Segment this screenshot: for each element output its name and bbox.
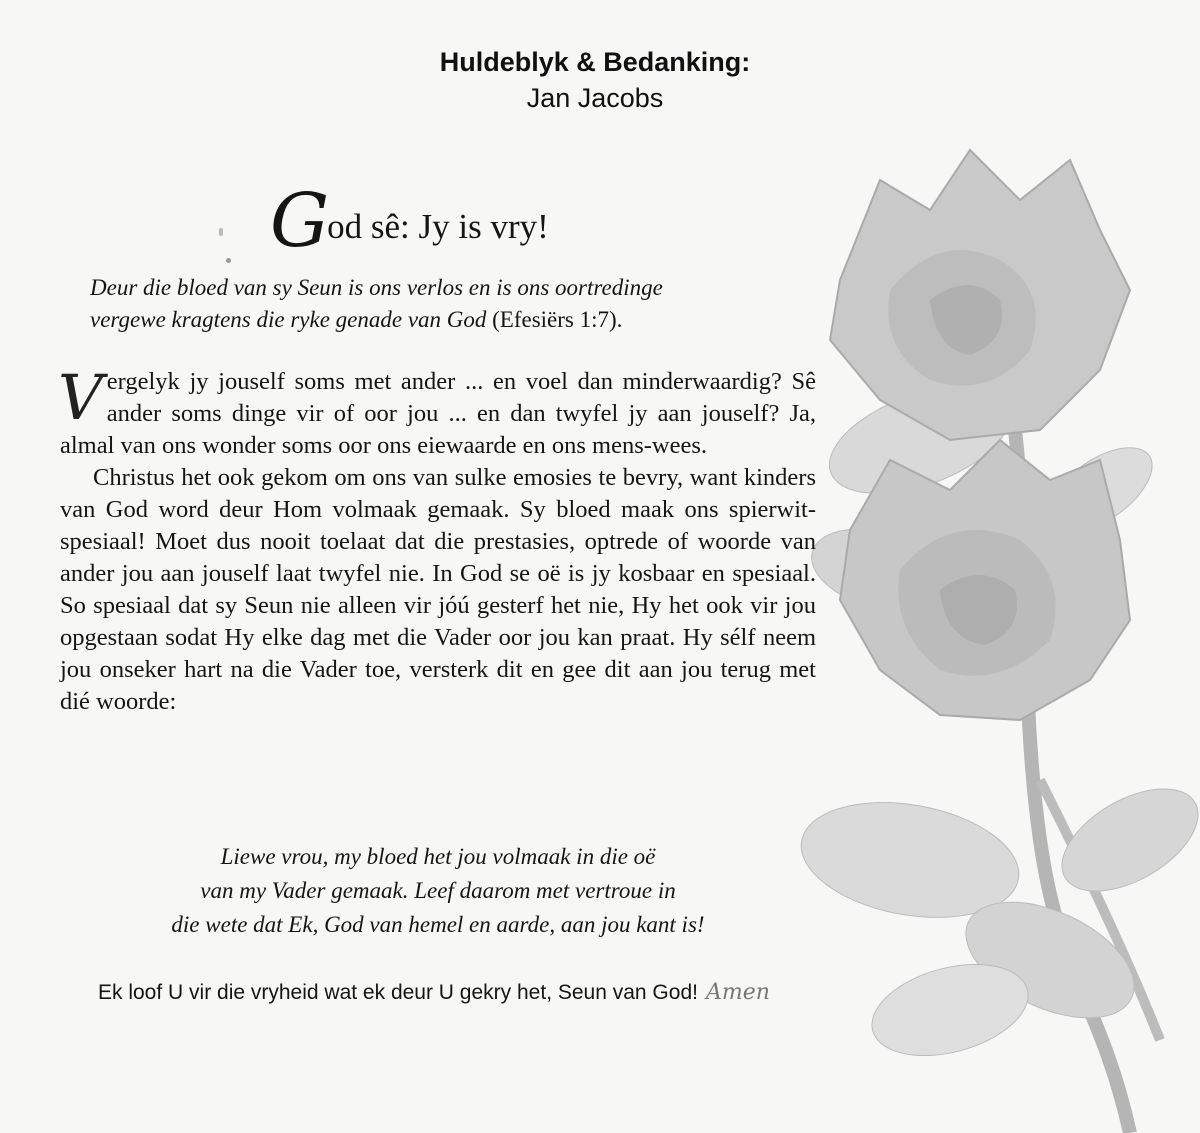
scan-speck bbox=[219, 228, 223, 236]
verse-reference: (Efesiërs 1:7). bbox=[492, 307, 623, 332]
paragraph-text: ergelyk jy jouself soms met ander ... en voel dan minderwaardig? Sê ander soms dinge vir of oor jou ... en dan twyfel jy aan jouself? Ja, almal van ons wonder soms oor ons eiewaarde en ons mens-wees. bbox=[60, 368, 816, 459]
title-text: od sê: Jy is vry! bbox=[327, 207, 549, 246]
body-dropcap: V bbox=[58, 361, 103, 434]
scripture-verse bbox=[90, 272, 810, 336]
scan-speck bbox=[226, 258, 231, 263]
article-body bbox=[58, 361, 816, 718]
title-initial: G bbox=[270, 178, 330, 264]
header-subtitle: Jan Jacobs bbox=[526, 83, 664, 113]
verse-line: Deur die bloed van sy Seun is ons verlos en is ons oortredinge bbox=[90, 275, 663, 300]
article-title bbox=[270, 178, 549, 264]
closing-text: Ek loof U vir die vryheid wat ek deur U gekry het, Seun van God! bbox=[98, 981, 698, 1004]
verse-line: vergewe kragtens die ryke genade van God bbox=[90, 307, 487, 332]
prayer-line: Liewe vrou, my bloed het jou volmaak in die oë bbox=[220, 844, 656, 869]
body-paragraph bbox=[58, 361, 816, 462]
prayer-quote bbox=[60, 840, 816, 942]
prayer-line: die wete dat Ek, God van hemel en aarde, aan jou kant is! bbox=[171, 912, 705, 937]
roses-illustration-icon bbox=[800, 140, 1200, 1133]
page-header bbox=[0, 44, 1190, 116]
amen-signature: Amen bbox=[705, 980, 770, 1005]
prayer-line: van my Vader gemaak. Leef daarom met vertroue in bbox=[200, 878, 676, 903]
closing-thanks bbox=[98, 976, 788, 1010]
body-paragraph: Christus het ook gekom om ons van sulke emosies te bevry, want kinders van God word deur Hom volmaak gemaak. Sy bloed maak ons spierwit-spesiaal! Moet dus nooit toelaat dat die prestasies, optrede of woorde van ander jou aan jouself laat twyfel nie. In God se oë is jy kosbaar en spesiaal. So spesiaal dat sy Seun nie alleen vir jóú gesterf het nie, Hy het ook vir jou opgestaan sodat Hy elke dag met die Vader oor jou kan praat. Hy sélf neem jou onseker hart na die Vader toe, versterk dit en gee dit aan jou terug met dié woorde: bbox=[60, 464, 816, 715]
header-title: Huldeblyk & Bedanking: bbox=[439, 47, 751, 77]
